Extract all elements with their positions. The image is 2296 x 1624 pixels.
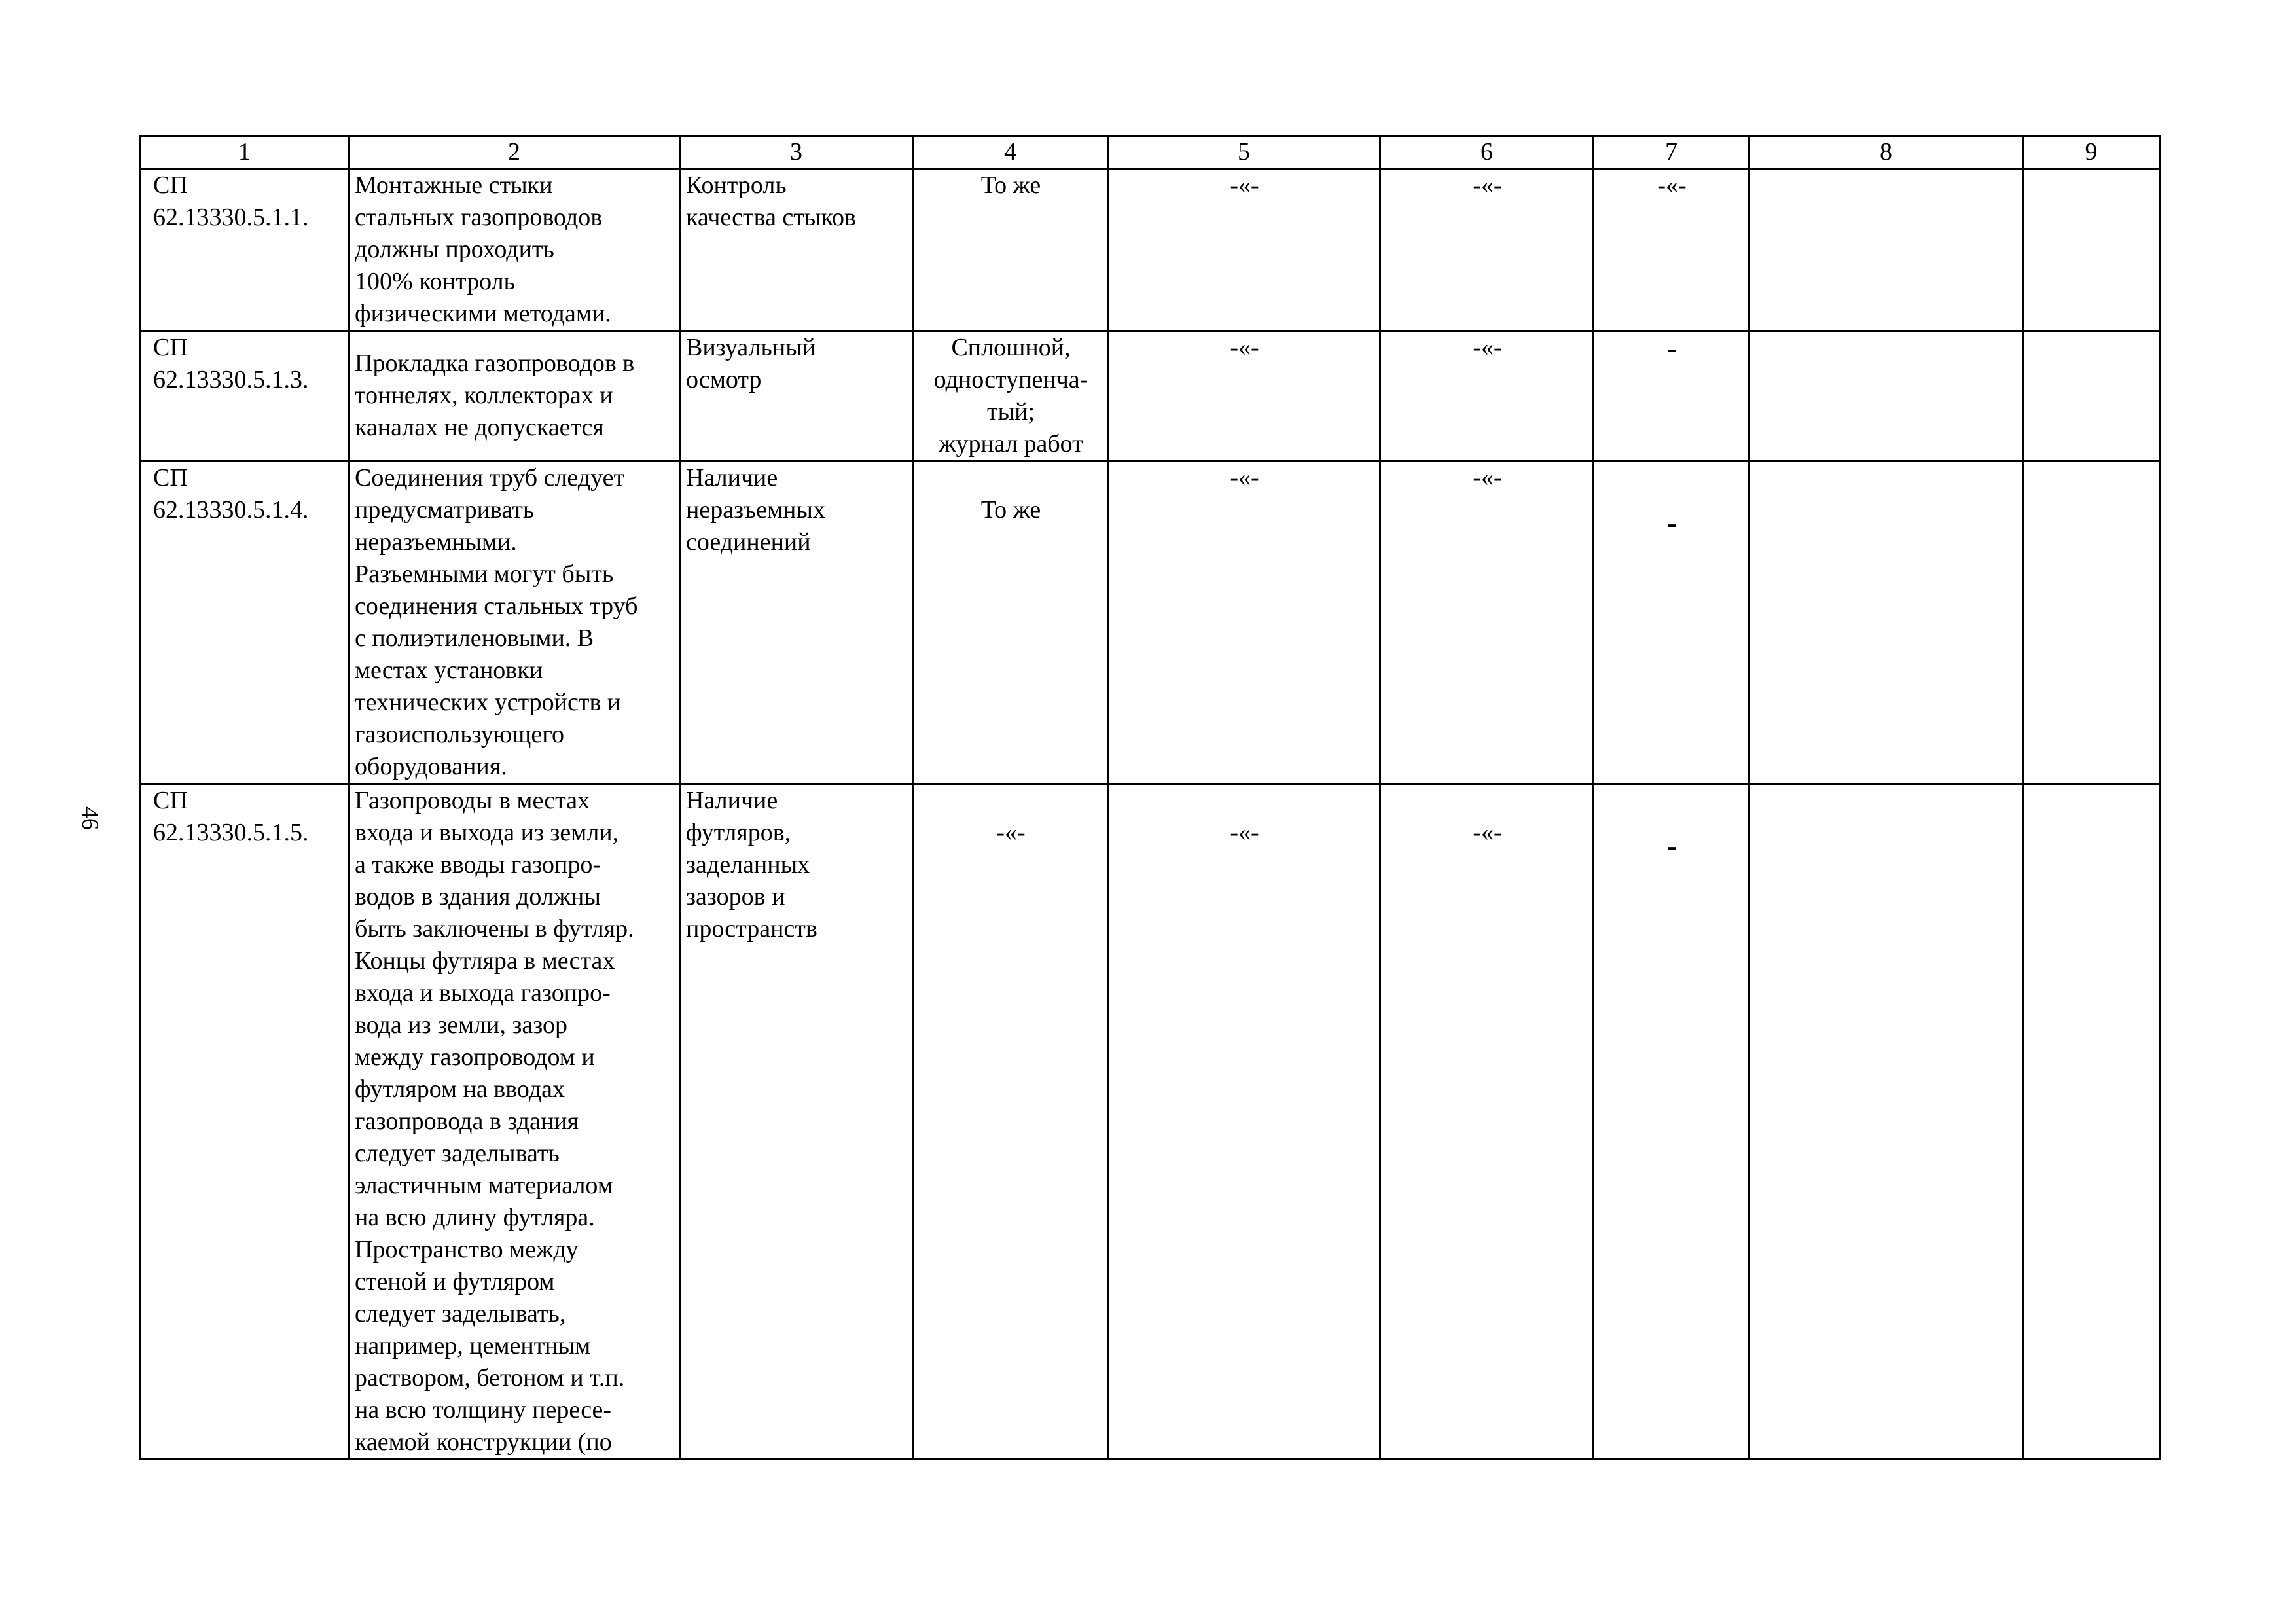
column-5-cell: -«- <box>1108 784 1380 1460</box>
table-row <box>141 461 2160 784</box>
norm-reference: СП 62.13330.5.1.3. <box>153 334 309 393</box>
norm-reference: СП 62.13330.5.1.4. <box>153 464 309 524</box>
control-subject-cell: Контроль качества стыков <box>680 169 913 331</box>
column-8-cell <box>1749 784 2023 1460</box>
column-8-cell <box>1749 461 2023 784</box>
column-7-cell: - <box>1594 461 1749 784</box>
control-method-cell: Сплошной, одноступенча- тый; журнал работ <box>913 331 1108 461</box>
column-number: 9 <box>2023 137 2160 169</box>
column-number: 7 <box>1594 137 1749 169</box>
requirement-text-cell: Соединения труб следует предусматривать неразъемными. Разъемными могут быть соединения стальных труб с полиэтиленовыми. В местах установки технических устройств и газоиспользующего оборудования. <box>349 461 680 784</box>
control-method-cell: -«- <box>913 784 1108 1460</box>
requirement-text-cell: Прокладка газопроводов в тоннелях, коллекторах и каналах не допускается <box>349 331 680 461</box>
column-number: 4 <box>913 137 1108 169</box>
column-number: 3 <box>680 137 913 169</box>
column-5-cell: -«- <box>1108 331 1380 461</box>
control-method-cell: То же <box>913 169 1108 331</box>
column-number: 6 <box>1380 137 1594 169</box>
column-number-row <box>141 137 2160 169</box>
norm-reference: СП 62.13330.5.1.5. <box>153 787 309 846</box>
column-6-cell: -«- <box>1380 169 1594 331</box>
column-8-cell <box>1749 169 2023 331</box>
requirement-text-cell: Монтажные стыки стальных газопроводов должны проходить 100% контроль физическими методами. <box>349 169 680 331</box>
table-row <box>141 331 2160 461</box>
control-subject-cell: Наличие неразъемных соединений <box>680 461 913 784</box>
column-7-cell: -«- <box>1594 169 1749 331</box>
column-8-cell <box>1749 331 2023 461</box>
column-7-cell: - <box>1594 784 1749 1460</box>
column-9-cell <box>2023 331 2160 461</box>
column-9-cell <box>2023 461 2160 784</box>
column-number: 1 <box>141 137 349 169</box>
column-9-cell <box>2023 784 2160 1460</box>
control-subject-cell: Визуальный осмотр <box>680 331 913 461</box>
norm-reference-cell <box>141 461 349 784</box>
norm-reference-cell <box>141 331 349 461</box>
column-9-cell <box>2023 169 2160 331</box>
table-row <box>141 784 2160 1460</box>
norm-reference: СП 62.13330.5.1.1. <box>153 171 309 231</box>
page-number: 46 <box>77 806 103 830</box>
requirement-text-cell: Газопроводы в местах входа и выхода из земли, а также вводы газопро- водов в здания должны быть заключены в футляр. Концы футляра в местах входа и выхода газопро- вода из земли, зазор между газопроводом и футляром на вводах газопровода в здания следует заделывать эластичным материалом на всю длину футляра. Пространство между стеной и футляром следует заделывать, например, цементным раствором, бетоном и т.п. на всю толщину пересе- каемой конструкции (по <box>349 784 680 1460</box>
column-6-cell: -«- <box>1380 784 1594 1460</box>
column-6-cell: -«- <box>1380 461 1594 784</box>
table-row <box>141 169 2160 331</box>
norm-reference-cell <box>141 169 349 331</box>
column-number: 2 <box>349 137 680 169</box>
column-7-cell: - <box>1594 331 1749 461</box>
column-6-cell: -«- <box>1380 331 1594 461</box>
requirements-table <box>139 135 2161 1460</box>
column-number: 5 <box>1108 137 1380 169</box>
column-number: 8 <box>1749 137 2023 169</box>
column-5-cell: -«- <box>1108 169 1380 331</box>
control-subject-cell: Наличие футляров, заделанных зазоров и пространств <box>680 784 913 1460</box>
control-method-cell: То же <box>913 461 1108 784</box>
column-5-cell: -«- <box>1108 461 1380 784</box>
norm-reference-cell <box>141 784 349 1460</box>
